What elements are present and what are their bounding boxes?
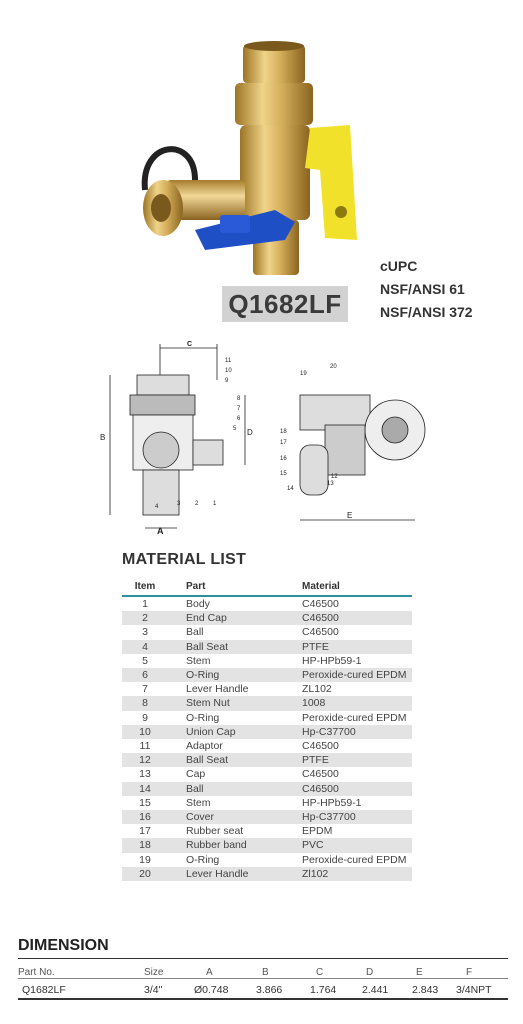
table-row [122, 853, 412, 867]
header-item: Item [122, 580, 168, 596]
table-row [122, 668, 412, 682]
table-row [122, 796, 412, 810]
part-name: Ball [168, 782, 300, 796]
material-name: C46500 [300, 611, 412, 625]
material-name: PTFE [300, 753, 412, 767]
part-callout-9: 9 [225, 378, 229, 384]
material-name: Peroxide-cured EPDM [302, 711, 407, 724]
table-row [122, 824, 412, 838]
part-name: Adaptor [186, 740, 223, 753]
item-number: 8 [122, 696, 168, 710]
part-name: Stem Nut [168, 696, 300, 710]
dim-b: 3.866 [256, 984, 283, 996]
item-number: 3 [142, 626, 148, 639]
part-callout-1: 1 [213, 501, 217, 507]
part-name: Lever Handle [168, 867, 300, 881]
part-name: Ball Seat [168, 753, 300, 767]
technical-drawing [95, 340, 440, 540]
part-callout-7: 7 [237, 406, 241, 412]
item-number: 12 [122, 753, 168, 767]
part-name: Cap [186, 768, 206, 781]
part-callout-8: 8 [237, 396, 241, 402]
item-number: 7 [142, 683, 148, 696]
part-callout-19: 19 [300, 371, 307, 377]
material-name: ZL102 [302, 683, 332, 696]
table-row [122, 782, 412, 796]
material-name: PVC [300, 838, 412, 852]
item-number: 13 [139, 768, 151, 781]
material-name: C46500 [302, 598, 339, 610]
material-name: EPDM [302, 825, 333, 838]
part-callout-2: 2 [195, 501, 199, 507]
dim-e: 2.843 [412, 984, 439, 996]
material-name: 1008 [300, 696, 412, 710]
header-material: Material [300, 580, 412, 596]
material-name: HP-HPb59-1 [302, 796, 362, 809]
item-number: 10 [122, 725, 168, 739]
table-row [122, 810, 412, 824]
table-row [122, 725, 412, 739]
material-name: Hp-C37700 [300, 810, 412, 824]
table-row [122, 596, 412, 611]
part-name: Rubber seat [186, 825, 244, 838]
material-name: Peroxide-cured EPDM [302, 853, 407, 866]
item-number: 15 [139, 796, 151, 809]
dim-label-c: C [187, 341, 193, 348]
dim-part-no: Q1682LF [22, 984, 66, 996]
material-name: Zl102 [300, 867, 412, 881]
material-table [122, 580, 412, 881]
part-callout-4: 4 [155, 504, 159, 510]
dim-header-e: E [416, 966, 423, 978]
dimension-row [18, 981, 508, 999]
part-name: Union Cap [168, 725, 300, 739]
part-callout-17: 17 [280, 440, 287, 446]
dim-d: 2.441 [362, 984, 389, 996]
table-row [122, 867, 412, 881]
item-number: 6 [122, 668, 168, 682]
table-row [122, 640, 412, 654]
dim-header-d: D [366, 966, 374, 978]
part-callout-6: 6 [237, 416, 241, 422]
material-name: Hp-C37700 [300, 725, 412, 739]
certification-nsf372: NSF/ANSI 372 [380, 304, 473, 320]
part-callout-20: 20 [330, 364, 337, 370]
material-name: Peroxide-cured EPDM [300, 668, 412, 682]
part-name: Rubber band [168, 838, 300, 852]
dim-label-d: D [247, 428, 253, 437]
material-list-title: MATERIAL LIST [122, 551, 247, 568]
item-number: 14 [122, 782, 168, 796]
item-number: 2 [122, 611, 168, 625]
part-callout-5: 5 [233, 426, 237, 432]
material-name: PTFE [300, 640, 412, 654]
part-name: Cover [168, 810, 300, 824]
table-row [122, 682, 412, 696]
table-row [122, 838, 412, 852]
material-name: C46500 [302, 626, 339, 639]
table-row [122, 611, 412, 625]
table-row [122, 753, 412, 767]
certification-nsf61: NSF/ANSI 61 [380, 281, 465, 297]
part-name: Ball Seat [168, 640, 300, 654]
dim-c: 1.764 [310, 984, 337, 996]
dim-f: 3/4NPT [456, 984, 492, 996]
dimension-table [18, 963, 508, 999]
part-callout-3: 3 [177, 501, 181, 507]
product-photo [125, 40, 370, 290]
dim-header-size: Size [144, 966, 164, 978]
material-name: C46500 [302, 768, 339, 781]
dim-header-part: Part No. [18, 966, 55, 978]
header-part: Part [168, 580, 300, 596]
table-row [122, 625, 412, 639]
dimension-title: DIMENSION [18, 937, 109, 954]
part-callout-11: 11 [225, 358, 232, 364]
item-number: 1 [142, 598, 148, 610]
item-number: 4 [122, 640, 168, 654]
part-name: Stem [186, 796, 211, 809]
part-name: O-Ring [168, 668, 300, 682]
table-row [122, 739, 412, 753]
table-row [122, 767, 412, 781]
divider [18, 958, 508, 959]
dim-size: 3/4" [144, 984, 163, 996]
part-name: O-Ring [186, 853, 220, 866]
table-row [122, 654, 412, 668]
model-number: Q1682LF [222, 286, 348, 322]
part-callout-14: 14 [287, 486, 294, 492]
part-name: Lever Handle [186, 683, 249, 696]
item-number: 17 [139, 825, 151, 838]
item-number: 9 [142, 711, 148, 724]
part-callout-18: 18 [280, 429, 287, 435]
material-table-header [122, 580, 412, 596]
part-name: O-Ring [186, 711, 220, 724]
dim-a: Ø0.748 [194, 984, 229, 996]
dim-header-a: A [206, 966, 213, 978]
part-callout-15: 15 [280, 471, 287, 477]
item-number: 16 [122, 810, 168, 824]
dim-label-a: A [157, 526, 164, 536]
part-callout-13: 13 [327, 481, 334, 487]
part-callout-10: 10 [225, 368, 232, 374]
table-row [122, 711, 412, 725]
dimension-header-row [18, 963, 508, 981]
part-name: Ball [186, 626, 204, 639]
part-callout-12: 12 [331, 474, 338, 480]
material-name: C46500 [300, 782, 412, 796]
item-number: 5 [142, 654, 148, 667]
material-name: C46500 [302, 740, 339, 753]
dim-header-b: B [262, 966, 269, 978]
dim-header-c: C [316, 966, 324, 978]
table-row [122, 696, 412, 710]
dim-label-b: B [100, 433, 106, 442]
part-name: Stem [186, 654, 211, 667]
item-number: 20 [122, 867, 168, 881]
item-number: 18 [122, 838, 168, 852]
part-callout-16: 16 [280, 456, 287, 462]
item-number: 11 [139, 740, 151, 753]
part-name: End Cap [168, 611, 300, 625]
dim-label-e: E [347, 511, 353, 520]
item-number: 19 [139, 853, 151, 866]
material-name: HP-HPb59-1 [302, 654, 362, 667]
dim-header-f: F [466, 966, 473, 978]
part-name: Body [186, 598, 210, 610]
certification-cupc: cUPC [380, 258, 418, 274]
